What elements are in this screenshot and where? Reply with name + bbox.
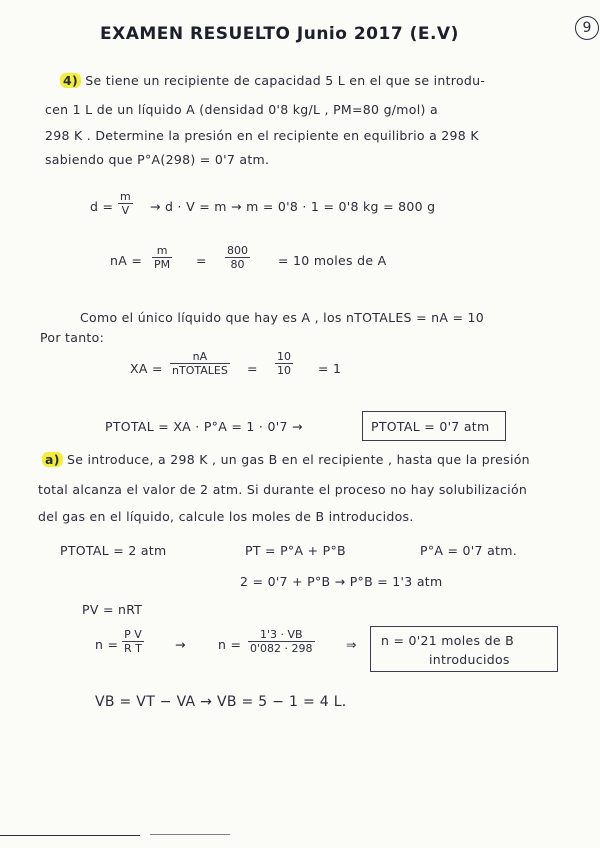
n-result-box	[370, 626, 558, 672]
n-result-line: n = 0'21 moles de B	[381, 633, 514, 648]
ptotal-result: PTOTAL = 0'7 atm	[371, 419, 490, 434]
numerator: P V	[122, 628, 144, 642]
n-fraction-1	[122, 628, 144, 655]
n-eq-start: n =	[95, 637, 119, 652]
numerator: 10	[277, 350, 291, 363]
part-a-line: Se introduce, a 298 K , un gas B en el recipiente , hasta que la presión	[67, 452, 530, 467]
density-fraction	[118, 190, 133, 217]
bottom-line	[0, 835, 140, 836]
bottom-line	[150, 834, 230, 835]
part-a-line: total alcanza el valor de 2 atm. Si durante el proceso no hay solubilización	[38, 482, 528, 497]
denominator: 0'082 · 298	[250, 642, 313, 655]
problem-line: Se tiene un recipiente de capacidad 5 L en el que se introdu-	[85, 73, 486, 88]
vb-equation: VB = VT − VA → VB = 5 − 1 = 4 L.	[95, 694, 347, 710]
denominator: PM	[154, 258, 171, 271]
denominator: nTOTALES	[172, 364, 228, 377]
equals-sign: =	[247, 361, 258, 376]
n-result-line: introducidos	[429, 652, 510, 667]
xa-eq-start: XA =	[130, 361, 163, 376]
problem-line: sabiendo que P°A(298) = 0'7 atm.	[45, 152, 270, 167]
moles-fraction-1	[152, 244, 172, 271]
problem-line: 298 K . Determine la presión en el recipiente en equilibrio a 298 K	[45, 128, 479, 143]
ptotal-eq: PTOTAL = XA · P°A = 1 · 0'7 →	[105, 419, 303, 434]
xa-fraction-2	[275, 350, 293, 377]
numerator: m	[152, 244, 172, 258]
ptotal-given: PTOTAL = 2 atm	[60, 543, 167, 558]
moles-eq-start: nA =	[110, 253, 143, 268]
numerator: 1'3 · VB	[248, 628, 315, 642]
equals-sign: =	[196, 253, 207, 268]
pb-equation: 2 = 0'7 + P°B → P°B = 1'3 atm	[240, 574, 443, 589]
denominator: 10	[277, 364, 291, 377]
denominator: 80	[230, 258, 245, 271]
numerator: 800	[227, 244, 248, 257]
arrow: →	[175, 637, 186, 652]
numerator: m	[120, 190, 131, 203]
density-eq-start: d =	[90, 199, 114, 214]
implies-arrow: ⇒	[346, 637, 357, 652]
denominator: R T	[124, 642, 142, 655]
explanation-line: Como el único líquido que hay es A , los nTOTALES = nA = 10	[80, 310, 485, 325]
page-number: 9	[575, 16, 599, 40]
moles-fraction-2	[225, 244, 250, 271]
denominator: V	[121, 204, 130, 217]
pa-value: P°A = 0'7 atm.	[420, 543, 517, 558]
explanation-line: Por tanto:	[40, 330, 105, 345]
part-a-line: del gas en el líquido, calcule los moles de B introducidos.	[38, 509, 414, 524]
moles-eq-rest: = 10 moles de A	[278, 253, 387, 268]
pt-equation: PT = P°A + P°B	[245, 543, 346, 558]
ptotal-result-box	[362, 411, 506, 441]
problem-line: cen 1 L de un líquido A (densidad 0'8 kg/L , PM=80 g/mol) a	[45, 102, 438, 117]
part-a-label: a)	[42, 452, 63, 467]
n-eq-start-2: n =	[218, 637, 242, 652]
numerator: nA	[170, 350, 230, 364]
n-fraction-2	[248, 628, 315, 655]
density-eq-rest: → d · V = m → m = 0'8 · 1 = 0'8 kg = 800 g	[150, 199, 436, 214]
xa-fraction-1	[170, 350, 230, 377]
page-title: EXAMEN RESUELTO Junio 2017 (E.V)	[100, 24, 459, 44]
xa-eq-rest: = 1	[318, 361, 342, 376]
ideal-gas-law: PV = nRT	[82, 602, 143, 617]
problem-number: 4)	[60, 73, 81, 88]
